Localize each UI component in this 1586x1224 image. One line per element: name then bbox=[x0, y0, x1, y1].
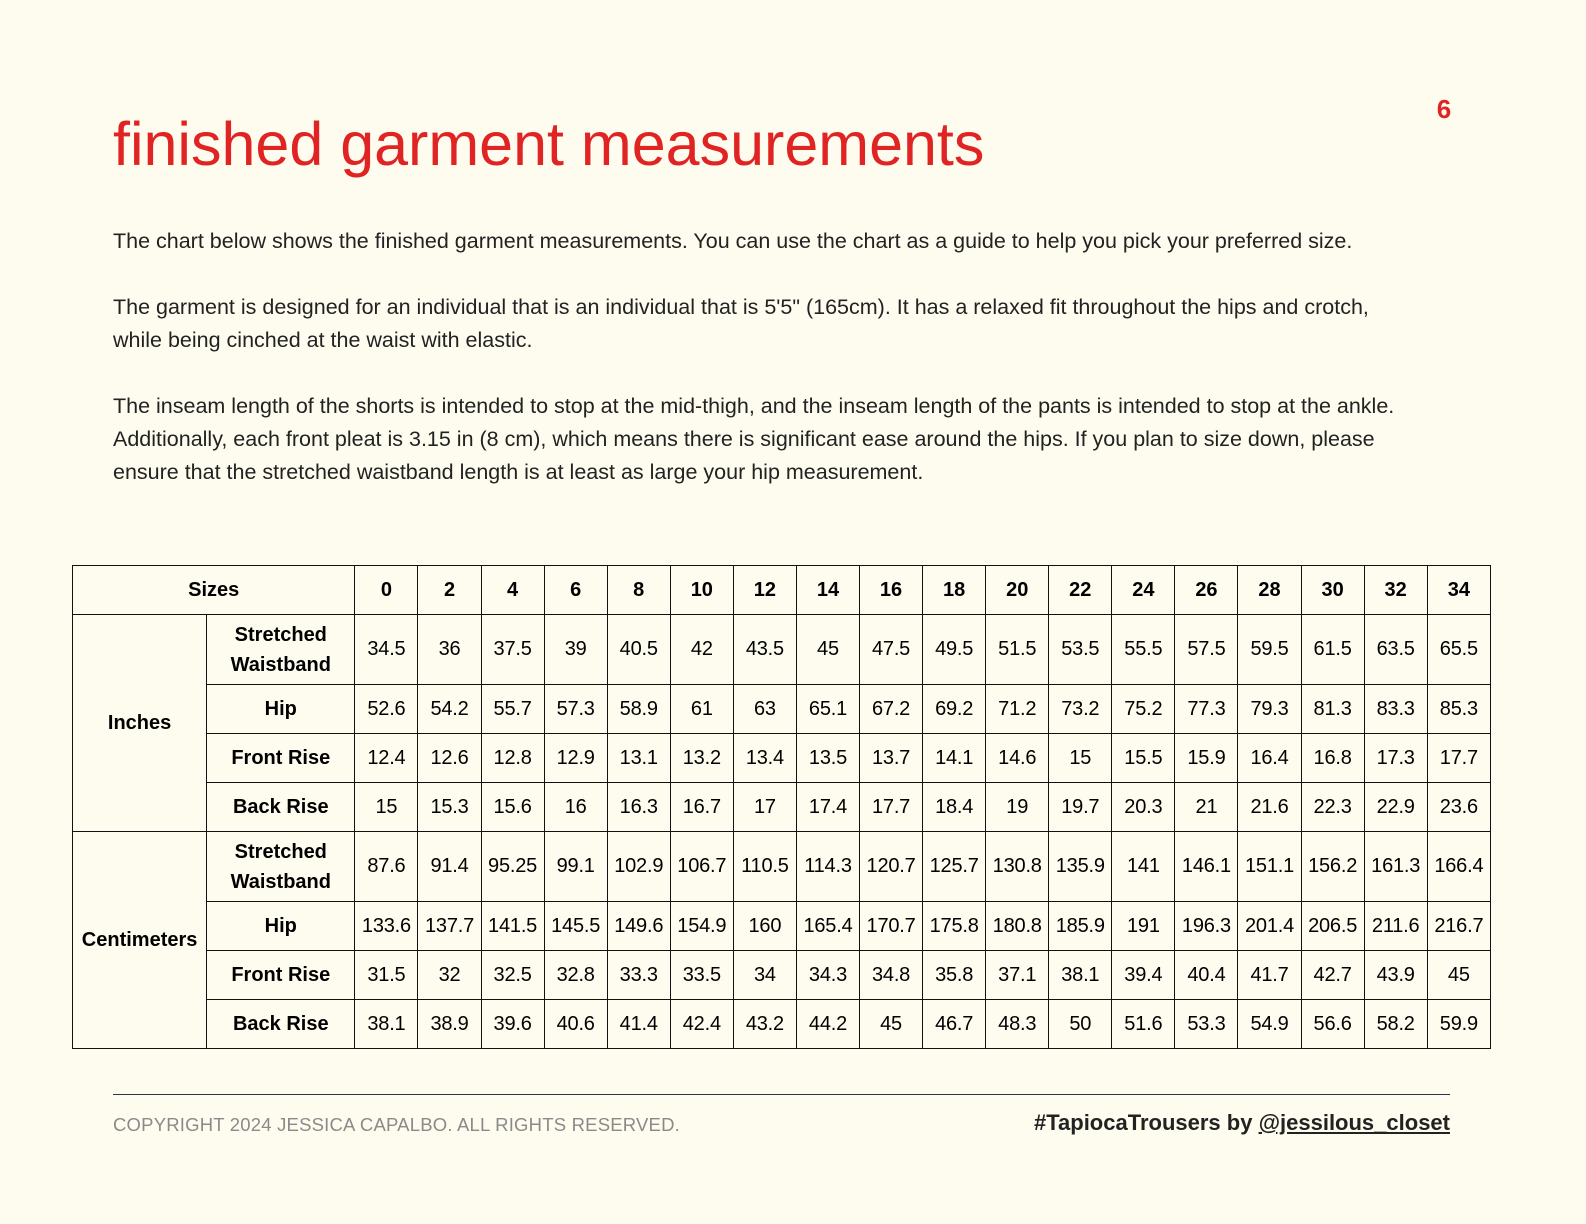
measurement-value: 58.2 bbox=[1364, 1000, 1427, 1049]
measurement-value: 44.2 bbox=[796, 1000, 859, 1049]
measurement-value: 40.6 bbox=[544, 1000, 607, 1049]
measurement-value: 40.5 bbox=[607, 615, 670, 685]
measurement-value: 51.5 bbox=[986, 615, 1049, 685]
measurement-value: 61.5 bbox=[1301, 615, 1364, 685]
intro-paragraph: The inseam length of the shorts is intended to stop at the mid-thigh, and the inseam length of the pants is intended to stop at the ankle. Additionally, each front pleat is 3.15 in (8 cm), which means there is significant ease around the hips. If you plan to size down, please ensure that the stretched waistband length is at least as large your hip measurement. bbox=[113, 394, 1395, 484]
measurement-value: 18.4 bbox=[923, 783, 986, 832]
size-header-8: 8 bbox=[607, 566, 670, 615]
measurement-value: 16.8 bbox=[1301, 734, 1364, 783]
measurement-value: 13.1 bbox=[607, 734, 670, 783]
table-header-row bbox=[73, 566, 1491, 615]
measurement-value: 39.6 bbox=[481, 1000, 544, 1049]
measurement-value: 12.9 bbox=[544, 734, 607, 783]
measurement-value: 32.5 bbox=[481, 951, 544, 1000]
measurement-value: 99.1 bbox=[544, 832, 607, 902]
measurement-value: 23.6 bbox=[1427, 783, 1490, 832]
measurement-value: 211.6 bbox=[1364, 902, 1427, 951]
measurement-value: 133.6 bbox=[355, 902, 418, 951]
measurement-value: 57.5 bbox=[1175, 615, 1238, 685]
measurement-value: 53.3 bbox=[1175, 1000, 1238, 1049]
measurement-value: 43.2 bbox=[733, 1000, 796, 1049]
measurement-value: 15 bbox=[1049, 734, 1112, 783]
hashtag-text: #TapiocaTrousers by bbox=[1033, 1110, 1259, 1135]
size-header-6: 6 bbox=[544, 566, 607, 615]
measurement-value: 22.9 bbox=[1364, 783, 1427, 832]
table-row bbox=[73, 832, 1491, 902]
measurement-value: 34.8 bbox=[860, 951, 923, 1000]
measurement-value: 151.1 bbox=[1238, 832, 1301, 902]
measurement-value: 95.25 bbox=[481, 832, 544, 902]
measurement-value: 191 bbox=[1112, 902, 1175, 951]
measurement-value: 57.3 bbox=[544, 685, 607, 734]
measurement-value: 49.5 bbox=[923, 615, 986, 685]
measurement-value: 34.5 bbox=[355, 615, 418, 685]
measurement-value: 58.9 bbox=[607, 685, 670, 734]
measurement-value: 120.7 bbox=[860, 832, 923, 902]
copyright-text: COPYRIGHT 2024 JESSICA CAPALBO. ALL RIGHTS RESERVED. bbox=[113, 1114, 680, 1135]
measurement-value: 110.5 bbox=[733, 832, 796, 902]
table-body bbox=[73, 615, 1491, 1049]
measurement-value: 32.8 bbox=[544, 951, 607, 1000]
intro-paragraph: The garment is designed for an individual that is an individual that is 5'5" (165cm). It has a relaxed fit throughout the hips and crotch, while being cinched at the waist with elastic. bbox=[113, 295, 1369, 352]
table-row bbox=[73, 783, 1491, 832]
size-header-16: 16 bbox=[860, 566, 923, 615]
measurement-value: 20.3 bbox=[1112, 783, 1175, 832]
measurement-value: 15.6 bbox=[481, 783, 544, 832]
measurement-value: 17.7 bbox=[1427, 734, 1490, 783]
table-row bbox=[73, 685, 1491, 734]
page-title: finished garment measurements bbox=[113, 110, 985, 178]
measurement-value: 45 bbox=[1427, 951, 1490, 1000]
table-row bbox=[73, 951, 1491, 1000]
measurement-label: Back Rise bbox=[207, 783, 355, 832]
measurement-value: 19.7 bbox=[1049, 783, 1112, 832]
measurement-value: 59.9 bbox=[1427, 1000, 1490, 1049]
measurement-value: 43.9 bbox=[1364, 951, 1427, 1000]
measurement-value: 175.8 bbox=[923, 902, 986, 951]
measurement-value: 77.3 bbox=[1175, 685, 1238, 734]
measurement-value: 196.3 bbox=[1175, 902, 1238, 951]
size-header-2: 2 bbox=[418, 566, 481, 615]
page-number: 6 bbox=[1436, 94, 1452, 124]
measurement-value: 81.3 bbox=[1301, 685, 1364, 734]
measurement-value: 32 bbox=[418, 951, 481, 1000]
measurement-value: 52.6 bbox=[355, 685, 418, 734]
measurement-value: 34 bbox=[733, 951, 796, 1000]
measurement-value: 149.6 bbox=[607, 902, 670, 951]
measurement-label: Front Rise bbox=[207, 734, 355, 783]
measurement-value: 137.7 bbox=[418, 902, 481, 951]
unit-group-label: Centimeters bbox=[73, 832, 207, 1049]
measurement-value: 15.3 bbox=[418, 783, 481, 832]
measurement-value: 45 bbox=[796, 615, 859, 685]
measurement-value: 15.5 bbox=[1112, 734, 1175, 783]
size-header-0: 0 bbox=[355, 566, 418, 615]
measurement-value: 13.5 bbox=[796, 734, 859, 783]
measurement-value: 61 bbox=[670, 685, 733, 734]
measurement-value: 34.3 bbox=[796, 951, 859, 1000]
measurement-value: 87.6 bbox=[355, 832, 418, 902]
measurement-value: 42.7 bbox=[1301, 951, 1364, 1000]
measurement-value: 180.8 bbox=[986, 902, 1049, 951]
measurement-value: 145.5 bbox=[544, 902, 607, 951]
sizes-header: Sizes bbox=[73, 566, 355, 615]
measurement-value: 83.3 bbox=[1364, 685, 1427, 734]
measurement-value: 17.4 bbox=[796, 783, 859, 832]
measurement-value: 170.7 bbox=[860, 902, 923, 951]
size-header-10: 10 bbox=[670, 566, 733, 615]
measurement-value: 13.2 bbox=[670, 734, 733, 783]
intro-paragraph: The chart below shows the finished garment measurements. You can use the chart as a guide to help you pick your preferred size. bbox=[113, 229, 1353, 253]
measurement-value: 22.3 bbox=[1301, 783, 1364, 832]
size-header-32: 32 bbox=[1364, 566, 1427, 615]
measurement-label: Front Rise bbox=[207, 951, 355, 1000]
measurement-value: 16.7 bbox=[670, 783, 733, 832]
measurement-value: 33.3 bbox=[607, 951, 670, 1000]
measurement-value: 71.2 bbox=[986, 685, 1049, 734]
table-row bbox=[73, 1000, 1491, 1049]
measurement-value: 135.9 bbox=[1049, 832, 1112, 902]
measurement-value: 51.6 bbox=[1112, 1000, 1175, 1049]
measurement-value: 17.3 bbox=[1364, 734, 1427, 783]
measurement-value: 125.7 bbox=[923, 832, 986, 902]
measurement-value: 38.1 bbox=[1049, 951, 1112, 1000]
footer-divider bbox=[113, 1094, 1450, 1095]
measurement-value: 91.4 bbox=[418, 832, 481, 902]
size-header-20: 20 bbox=[986, 566, 1049, 615]
measurement-value: 160 bbox=[733, 902, 796, 951]
measurement-label: Hip bbox=[207, 902, 355, 951]
measurement-table bbox=[72, 565, 1491, 1049]
measurement-value: 15 bbox=[355, 783, 418, 832]
measurement-value: 55.5 bbox=[1112, 615, 1175, 685]
measurement-value: 201.4 bbox=[1238, 902, 1301, 951]
measurement-value: 141 bbox=[1112, 832, 1175, 902]
measurement-value: 79.3 bbox=[1238, 685, 1301, 734]
measurement-value: 141.5 bbox=[481, 902, 544, 951]
intro-text bbox=[113, 225, 1403, 522]
measurement-label: Stretched Waistband bbox=[207, 832, 355, 902]
measurement-value: 41.4 bbox=[607, 1000, 670, 1049]
measurement-value: 166.4 bbox=[1427, 832, 1490, 902]
measurement-value: 59.5 bbox=[1238, 615, 1301, 685]
size-header-30: 30 bbox=[1301, 566, 1364, 615]
measurement-value: 165.4 bbox=[796, 902, 859, 951]
measurement-value: 216.7 bbox=[1427, 902, 1490, 951]
measurement-value: 114.3 bbox=[796, 832, 859, 902]
measurement-value: 106.7 bbox=[670, 832, 733, 902]
size-header-18: 18 bbox=[923, 566, 986, 615]
measurement-label: Back Rise bbox=[207, 1000, 355, 1049]
measurement-value: 33.5 bbox=[670, 951, 733, 1000]
size-header-24: 24 bbox=[1112, 566, 1175, 615]
measurement-value: 47.5 bbox=[860, 615, 923, 685]
measurement-value: 53.5 bbox=[1049, 615, 1112, 685]
measurement-label: Stretched Waistband bbox=[207, 615, 355, 685]
measurement-value: 48.3 bbox=[986, 1000, 1049, 1049]
size-header-22: 22 bbox=[1049, 566, 1112, 615]
size-header-34: 34 bbox=[1427, 566, 1490, 615]
measurement-value: 63.5 bbox=[1364, 615, 1427, 685]
measurement-value: 39 bbox=[544, 615, 607, 685]
measurement-value: 46.7 bbox=[923, 1000, 986, 1049]
size-header-14: 14 bbox=[796, 566, 859, 615]
measurement-value: 43.5 bbox=[733, 615, 796, 685]
measurement-value: 185.9 bbox=[1049, 902, 1112, 951]
measurement-value: 63 bbox=[733, 685, 796, 734]
measurement-value: 37.1 bbox=[986, 951, 1049, 1000]
measurement-value: 16.4 bbox=[1238, 734, 1301, 783]
instagram-handle-link[interactable]: @jessilous_closet bbox=[1258, 1110, 1450, 1135]
measurement-value: 13.4 bbox=[733, 734, 796, 783]
measurement-value: 12.8 bbox=[481, 734, 544, 783]
size-header-26: 26 bbox=[1175, 566, 1238, 615]
measurement-value: 45 bbox=[860, 1000, 923, 1049]
measurement-value: 156.2 bbox=[1301, 832, 1364, 902]
measurement-value: 17 bbox=[733, 783, 796, 832]
measurement-value: 16.3 bbox=[607, 783, 670, 832]
measurement-value: 37.5 bbox=[481, 615, 544, 685]
measurement-value: 55.7 bbox=[481, 685, 544, 734]
measurement-value: 14.6 bbox=[986, 734, 1049, 783]
table-row bbox=[73, 615, 1491, 685]
size-header-4: 4 bbox=[481, 566, 544, 615]
measurement-value: 13.7 bbox=[860, 734, 923, 783]
table-row bbox=[73, 902, 1491, 951]
measurement-value: 21 bbox=[1175, 783, 1238, 832]
measurement-value: 85.3 bbox=[1427, 685, 1490, 734]
measurement-value: 42.4 bbox=[670, 1000, 733, 1049]
table-row bbox=[73, 734, 1491, 783]
measurement-value: 21.6 bbox=[1238, 783, 1301, 832]
measurement-value: 15.9 bbox=[1175, 734, 1238, 783]
measurement-value: 73.2 bbox=[1049, 685, 1112, 734]
measurement-value: 75.2 bbox=[1112, 685, 1175, 734]
measurement-value: 161.3 bbox=[1364, 832, 1427, 902]
size-header-28: 28 bbox=[1238, 566, 1301, 615]
measurement-value: 42 bbox=[670, 615, 733, 685]
measurement-value: 67.2 bbox=[860, 685, 923, 734]
measurement-value: 206.5 bbox=[1301, 902, 1364, 951]
measurement-value: 38.1 bbox=[355, 1000, 418, 1049]
measurement-value: 16 bbox=[544, 783, 607, 832]
measurement-value: 154.9 bbox=[670, 902, 733, 951]
credit-text bbox=[1034, 1110, 1450, 1136]
measurement-label: Hip bbox=[207, 685, 355, 734]
measurement-value: 40.4 bbox=[1175, 951, 1238, 1000]
measurement-value: 65.5 bbox=[1427, 615, 1490, 685]
measurement-value: 56.6 bbox=[1301, 1000, 1364, 1049]
measurement-value: 65.1 bbox=[796, 685, 859, 734]
measurement-value: 17.7 bbox=[860, 783, 923, 832]
measurement-value: 50 bbox=[1049, 1000, 1112, 1049]
measurement-value: 14.1 bbox=[923, 734, 986, 783]
measurement-value: 12.6 bbox=[418, 734, 481, 783]
measurement-value: 35.8 bbox=[923, 951, 986, 1000]
measurement-value: 54.9 bbox=[1238, 1000, 1301, 1049]
size-header-12: 12 bbox=[733, 566, 796, 615]
measurement-value: 146.1 bbox=[1175, 832, 1238, 902]
measurement-value: 102.9 bbox=[607, 832, 670, 902]
measurement-value: 36 bbox=[418, 615, 481, 685]
measurement-value: 41.7 bbox=[1238, 951, 1301, 1000]
measurement-value: 69.2 bbox=[923, 685, 986, 734]
measurement-value: 39.4 bbox=[1112, 951, 1175, 1000]
unit-group-label: Inches bbox=[73, 615, 207, 832]
measurement-value: 31.5 bbox=[355, 951, 418, 1000]
measurement-value: 54.2 bbox=[418, 685, 481, 734]
measurement-value: 19 bbox=[986, 783, 1049, 832]
measurement-value: 130.8 bbox=[986, 832, 1049, 902]
measurement-value: 12.4 bbox=[355, 734, 418, 783]
measurement-value: 38.9 bbox=[418, 1000, 481, 1049]
